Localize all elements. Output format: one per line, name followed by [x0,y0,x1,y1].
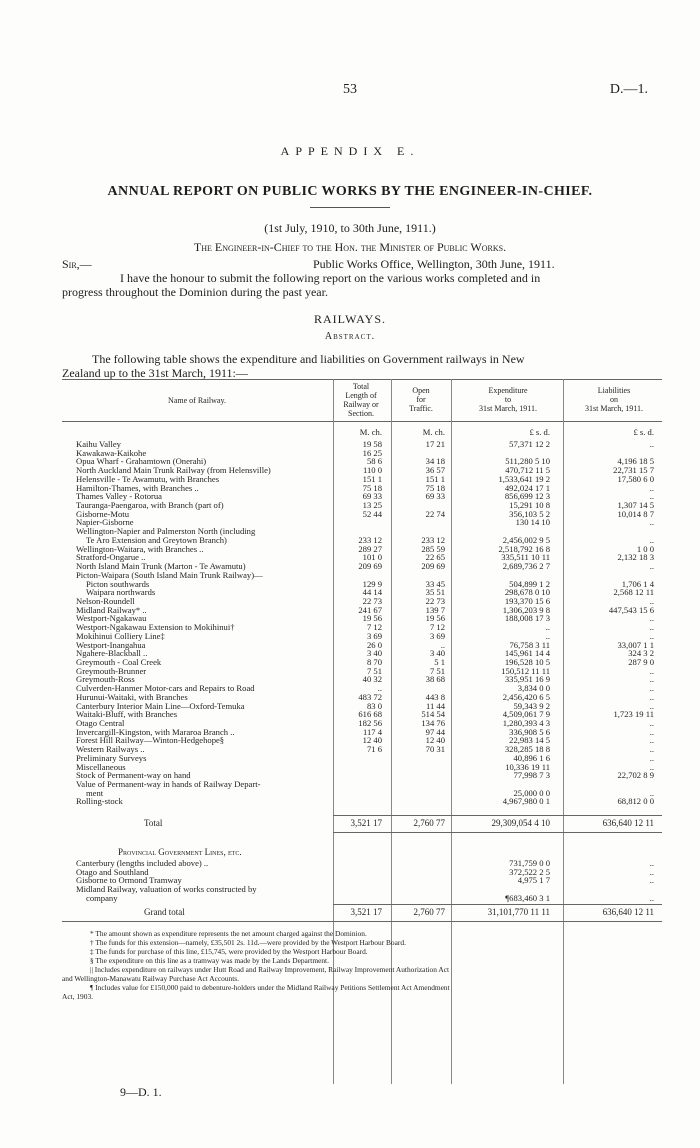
table-row [62,859,662,868]
cell-name: Te Aro Extension and Greytown Branch) [86,534,227,545]
cell-opn: 75 18 [425,482,445,493]
cell-len: 233 12 [358,534,382,545]
cell-exp: 59,343 9 2 [513,700,550,711]
cell-name: Forest Hill Railway—Winton-Hedgehope§ [76,735,225,746]
cell-lia: .. [649,858,654,868]
cell-opn: 33 45 [425,578,445,589]
cell-name: Otago Central [76,718,125,728]
total-bottom-rule [333,832,662,833]
cell-lia: 1 0 0 [636,543,654,554]
cell-name: Westport-Ngakawau [76,613,147,624]
footnote: ¶ Includes value for £150,000 paid to debenture-holders under the Midland Railway Petitions Settlement Act Amendment [90,983,450,992]
cell-lia: .. [649,674,654,685]
cell-name: Hamilton-Thames, with Branches .. [76,482,199,493]
document-reference: D.—1. [609,82,648,97]
cell-lia: .. [649,892,654,903]
total-rule [333,815,662,816]
table-row [62,894,662,903]
cell-exp: 856,699 12 3 [504,491,550,502]
cell-name: Picton southwards [86,578,150,589]
cell-name: Canterbury Interior Main Line—Oxford-Temuka [76,700,245,711]
cell-opn: 443 8 [425,691,445,702]
cell-exp: 1,280,393 4 3 [502,718,550,728]
report-period: (1st July, 1910, to 30th June, 1911.) [264,221,436,235]
cell-exp: 335,511 10 11 [501,552,550,563]
table-top-rule [62,379,662,380]
cell-name: Wellington-Napier and Palmerston North (including [76,526,256,537]
cell-lia: 324 3 2 [628,648,654,659]
railway-rows [62,440,662,806]
cell-len: 26 0 [366,639,382,650]
report-title: ANNUAL REPORT ON PUBLIC WORKS BY THE ENGINEER-IN-CHIEF. [107,184,593,199]
cell-exp: 196,528 10 5 [504,656,550,667]
cell-name: Midland Railway, valuation of works constructed by [76,884,257,895]
addressee-line: The Engineer-in-Chief to the Hon. the Minister of Public Works. [193,240,507,254]
cell-lia: .. [649,866,654,877]
table-row [62,797,662,806]
cell-exp: 57,371 12 2 [509,439,550,449]
cell-lia: 22,731 15 7 [613,465,654,476]
cell-len: 40 32 [362,674,382,685]
cell-exp: .. [545,622,550,633]
cell-exp: 1,533,641 19 2 [498,473,550,484]
cell-len: 241 67 [358,604,382,615]
intro-line-2: progress throughout the Dominion during the past year. [62,285,328,299]
cell-opn: 7 12 [429,622,445,633]
cell-name: Napier-Gisborne [76,517,134,528]
cell-opn: 11 44 [425,700,445,711]
cell-exp: 298,678 0 10 [504,587,550,598]
cell-len: 52 44 [362,508,382,519]
table-row [62,667,662,676]
cell-exp: 150,512 11 11 [501,665,550,676]
cell-len: 209 69 [358,561,382,572]
cell-len: 19 56 [362,613,382,624]
table-intro-line-2: Zealand up to the 31st March, 1911:— [62,366,248,380]
cell-lia: .. [649,595,654,606]
cell-exp: 2,456,420 6 5 [502,691,550,702]
cell-lia: .. [649,735,654,746]
cell-len: 110 0 [362,465,382,476]
table-row [62,501,662,510]
cell-name: Greymouth-Ross [76,674,135,685]
cell-exp: 10,336 19 11 [505,761,550,772]
cell-lia: .. [649,700,654,711]
cell-len: 289 27 [358,543,382,554]
cell-opn: 70 31 [425,744,445,755]
cell-exp: 2,518,792 16 8 [498,543,550,554]
cell-exp: 511,280 5 10 [505,456,550,467]
cell-exp: 15,291 10 8 [509,500,550,511]
header-liabilities: Liabilities on 31st March, 1911. [585,386,643,413]
cell-lia: 2,132 18 3 [617,552,654,563]
cell-lia: .. [649,761,654,772]
cell-len: 22 73 [362,595,382,606]
cell-len: 19 58 [362,439,382,449]
cell-name: Westport-Ngakawau Extension to Mokihinui† [76,622,235,633]
cell-exp: 328,285 18 8 [504,744,550,755]
provincial-rows [62,859,662,903]
cell-opn: 3 69 [429,630,445,641]
cell-len: 3 40 [366,648,382,659]
footnote: and Wellington-Manawatu Railway Purchase Act Accounts. [62,974,240,983]
cell-opn: 97 44 [425,726,445,737]
cell-lia: 287 9 0 [628,656,654,667]
cell-opn: 22 65 [425,552,445,563]
office-date: Public Works Office, Wellington, 30th June, 1911. [313,257,555,271]
cell-name: Kawakawa-Kaikohe [76,447,147,458]
cell-name: Picton-Waipara (South Island Main Trunk Railway)— [76,569,263,580]
cell-exp: 77,998 7 3 [513,770,550,781]
table-row [62,780,662,789]
cell-exp: 731,759 0 0 [509,858,550,868]
cell-name: Wellington-Waitara, with Branches .. [76,543,204,554]
appendix-heading: APPENDIX E. [280,144,420,158]
footnote: † The funds for this extension—namely, £35,501 2s. 11d.—were provided by the Westport Harbour Board. [90,938,406,947]
cell-exp: 335,951 16 9 [504,674,550,685]
provincial-heading-row: Provincial Government Lines, etc. [118,847,242,857]
cell-len: 7 51 [366,665,382,676]
cell-exp: 4,967,980 0 1 [502,796,550,807]
footnote: § The expenditure on this line as a tramway was made by the Lands Department. [90,956,329,965]
footnote: || Includes expenditure on railways under Hutt Road and Railway Improvement, Railway Improvement Authorization Act [90,965,450,974]
cell-exp: 336,908 5 6 [509,726,550,737]
cell-lia: 1,307 14 5 [617,500,654,511]
cell-lia: .. [649,665,654,676]
table-row [62,885,662,894]
cell-exp: 492,024 17 1 [504,482,550,493]
cell-opn: 151 1 [425,473,445,484]
cell-exp: 76,758 3 11 [509,639,550,650]
cell-exp: 25,000 0 0 [513,787,550,798]
cell-name: Western Railways .. [76,744,145,755]
cell-opn: 3 40 [429,648,445,659]
footnote: Act, 1903. [62,992,93,1001]
cell-exp: 2,689,736 2 7 [502,561,550,572]
cell-name: Miscellaneous [76,761,126,772]
cell-lia: .. [649,744,654,755]
cell-opn: 22 73 [425,595,445,606]
cell-opn: 38 68 [425,674,445,685]
cell-name: Stratford-Ongarue .. [76,552,146,563]
cell-lia: .. [649,482,654,493]
cell-name: North Island Main Trunk (Marton - Te Awamutu) [76,561,246,572]
cell-len: 69 33 [362,491,382,502]
table-row [62,745,662,754]
cell-opn: 22 74 [425,508,445,519]
sheet-signature: 9—D. 1. [120,1085,162,1099]
cell-exp: ¶683,460 3 1 [505,892,550,903]
cell-len: 117 4 [362,726,382,737]
table-row [62,789,662,798]
cell-lia: .. [649,517,654,528]
cell-exp: 145,961 14 4 [504,648,550,659]
cell-exp: 4,975 1 7 [517,875,550,886]
cell-lia: 10,014 8 7 [617,508,654,519]
table-header-rule [62,421,662,422]
cell-lia: 1,723 19 11 [613,709,654,720]
grand-total-row: Grand total 3,521 17 2,760 77 31,101,770 11 11 636,640 12 11 [144,907,654,917]
cell-name: Invercargill-Kingston, with Mararoa Branch .. [76,726,235,737]
section-heading: RAILWAYS. [313,312,386,326]
header-open: Open for Traffic. [409,386,433,413]
cell-lia: .. [649,534,654,545]
cell-name: Gisborne-Motu [76,508,129,519]
cell-opn: 5 1 [434,656,445,667]
cell-lia: 22,702 8 9 [617,770,654,781]
page-number: 53 [343,82,357,97]
cell-len: 483 72 [358,691,382,702]
table-row [62,510,662,519]
table-row [62,641,662,650]
footnote: ‡ The funds for purchase of this line, £15,745, were provided by the Westport Harbour Board. [90,947,368,956]
cell-len: 12 40 [362,735,382,746]
cell-name: Tauranga-Paengaroa, with Branch (part of) [76,500,224,511]
cell-name: Midland Railway* .. [76,604,147,615]
cell-exp: .. [545,630,550,641]
footnotes [62,929,662,1001]
cell-opn: 19 56 [425,613,445,624]
cell-lia: .. [649,875,654,886]
cell-name: Gisborne to Ormond Tramway [76,875,182,886]
header-length: Total Length of Railway or Section. [343,382,379,418]
cell-opn: 34 18 [425,456,445,467]
cell-exp: 3,834 0 0 [517,683,550,694]
cell-name: Waipara northwards [86,587,156,598]
cell-opn: 12 40 [425,735,445,746]
cell-exp: 40,896 1 6 [513,752,550,763]
cell-lia: 1,706 1 4 [621,578,654,589]
cell-opn: 139 7 [425,604,445,615]
table-row [62,606,662,615]
cell-len: 13 25 [362,500,382,511]
cell-lia: 17,580 6 0 [617,473,654,484]
cell-len: 101 0 [362,552,382,563]
table-row [62,754,662,763]
cell-name: Greymouth - Coal Creek [76,656,162,667]
cell-name: Waitaki-Bluff, with Branches [76,709,178,720]
cell-lia: 33,007 1 1 [617,639,654,650]
cell-exp: 193,370 15 6 [504,595,550,606]
cell-lia: .. [649,683,654,694]
cell-name: Mokihinui Colliery Line‡ [76,630,165,641]
cell-name: company [86,892,118,903]
cell-opn: 285 59 [421,543,445,554]
cell-name: Preliminary Surveys [76,752,147,763]
cell-lia: .. [649,622,654,633]
total-row: Total 3,521 17 2,760 77 29,309,054 4 10 636,640 12 11 [144,818,654,828]
cell-name: Helensville - Te Awamutu, with Branches [76,473,220,484]
cell-len: 151 1 [362,473,382,484]
cell-name: ment [86,787,104,798]
cell-name: Greymouth-Brunner [76,665,147,676]
cell-opn: 233 12 [421,534,445,545]
cell-exp: 504,899 1 2 [509,578,550,589]
title-rule [310,207,390,208]
cell-name: Culverden-Hanmer Motor-cars and Repairs to Road [76,683,255,694]
cell-opn: 17 21 [425,439,445,449]
cell-opn: .. [440,639,445,650]
table-row [62,658,662,667]
cell-len: 83 0 [366,700,382,711]
cell-len: 182 56 [358,718,382,728]
cell-lia: .. [649,439,654,449]
cell-len: 71 6 [366,744,382,755]
cell-lia: 447,543 15 6 [608,604,654,615]
table-row [62,571,662,580]
cell-len: 8 70 [366,656,382,667]
table-bottom-rule [62,921,662,922]
cell-name: Nelson-Roundell [76,595,135,606]
cell-lia: 68,812 0 0 [617,796,654,807]
cell-name: Otago and Southland [76,866,149,877]
cell-lia: .. [649,613,654,624]
cell-opn: 35 51 [425,587,445,598]
cell-exp: 1,306,203 9 8 [502,604,550,615]
subsection-heading: Abstract. [324,331,376,342]
cell-name: Stock of Permanent-way on hand [76,770,191,781]
units-row: M. ch. M. ch. £ s. d. £ s. d. [359,427,654,437]
cell-len: 129 9 [362,578,382,589]
cell-name: Opua Wharf - Grahamtown (Onerahi) [76,456,207,467]
cell-len: .. [377,683,382,694]
cell-name: Thames Valley - Rotorua [76,491,162,502]
cell-len: 3 69 [366,630,382,641]
cell-opn: 209 69 [421,561,445,572]
salutation: Sir,— [62,257,92,271]
cell-len: 616 68 [358,709,382,720]
cell-exp: 130 14 10 [515,517,550,528]
cell-name: Hurunui-Waitaki, with Branches [76,691,188,702]
table-row [62,440,662,449]
cell-lia: 2,568 12 11 [613,587,654,598]
header-name: Name of Railway. [168,396,226,405]
footnote: * The amount shown as expenditure represents the net amount charged against the Dominion. [90,929,367,938]
cell-opn: 134 76 [421,718,445,728]
cell-opn: 36 57 [425,465,445,476]
cell-opn: 514 54 [421,709,445,720]
cell-len: 7 12 [366,622,382,633]
cell-lia: .. [649,718,654,728]
cell-lia: .. [649,787,654,798]
cell-name: Westport-Inangahua [76,639,146,650]
cell-lia: .. [649,691,654,702]
cell-len: 44 14 [362,587,382,598]
cell-len: 58 6 [366,456,382,467]
grand-total-rule [333,904,662,905]
table-row [62,545,662,554]
cell-exp: 188,008 17 3 [504,613,550,624]
cell-lia: 4,196 18 5 [617,456,654,467]
cell-name: North Auckland Main Trunk Railway (from Helensville) [76,465,271,476]
cell-lia: .. [649,726,654,737]
cell-lia: .. [649,491,654,502]
cell-exp: 4,509,061 7 9 [502,709,550,720]
cell-exp: 22,983 14 5 [509,735,550,746]
cell-lia: .. [649,630,654,641]
cell-name: Canterbury (lengths included above) .. [76,858,209,868]
table-row [62,736,662,745]
cell-name: Value of Permanent-way in hands of Railway Depart- [76,779,261,790]
table-row [62,588,662,597]
cell-lia: .. [649,561,654,572]
cell-len: 75 18 [362,482,382,493]
table-row [62,632,662,641]
cell-exp: 372,522 2 5 [509,866,550,877]
cell-name: Kaihu Valley [76,439,121,449]
cell-opn: 69 33 [425,491,445,502]
cell-lia: .. [649,752,654,763]
cell-opn: 7 51 [429,665,445,676]
cell-len: 16 25 [362,447,382,458]
cell-name: Ngahere-Blackball .. [76,648,148,659]
cell-exp: 470,712 11 5 [505,465,550,476]
cell-name: Rolling-stock [76,796,123,807]
table-intro-line-1: The following table shows the expenditure and liabilities on Government railways in New [92,352,525,366]
cell-exp: 2,456,002 9 5 [502,534,550,545]
cell-exp: 356,103 5 2 [509,508,550,519]
intro-line-1: I have the honour to submit the following report on the various works completed and in [120,271,541,285]
header-expenditure: Expenditure to 31st March, 1911. [479,386,537,413]
